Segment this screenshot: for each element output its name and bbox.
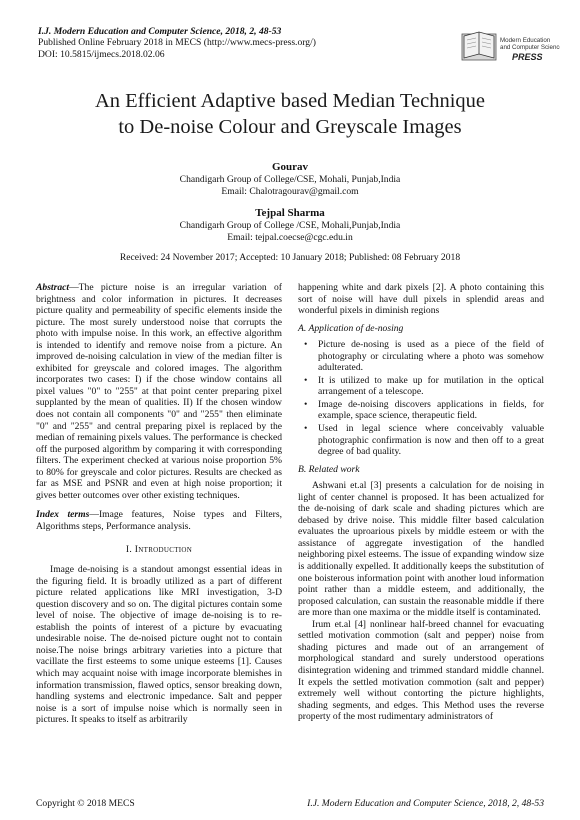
related-work-paragraph-1: Ashwani et.al [3] presents a calculation for de noising in light of center channel is proposed. It has been actualized for the de-noising of dark scale and shading pictures which are debased by drive noise. This middle filter based calculation evaluates the uproarious pixels by middle esteem or with the assistance of aggregate investigation of the handled neighboring pixel esteems. The issue of expanding window size is additionally expelled. It additionally keeps the substitution of one boisterous information point with another loud information point rather than a middle esteem, and additionally, the proposed calculation, can sustain the reasonable middle if there are more than one maxima or the middle itself is contaminated.	[298, 480, 544, 619]
author-name: Gourav	[271, 161, 309, 173]
subsection-heading-related-work: B. Related work	[298, 463, 360, 475]
author-name: Tejpal Sharma	[255, 207, 325, 219]
published-line: Published Online February 2018 in MECS (http://www.mecs-press.org/)	[38, 37, 316, 49]
index-terms-text: —Image features, Noise types and Filters, Algorithms steps, Performance analysis.	[36, 509, 282, 532]
continuation-paragraph: happening white and dark pixels [2]. A photo containing this sort of noise will have dull pixels in splendid areas and wonderful pixels in diminish regions	[298, 282, 544, 317]
list-item: • Used in legal science where conceivably valuable photographic confirmation is now and then off to a great degree of bad quality.	[318, 423, 544, 458]
author-affiliation: Chandigarh Group of College /CSE, Mohali,Punjab,India	[179, 220, 401, 231]
section-heading-introduction: I. Introduction	[125, 544, 193, 556]
subsection-heading-application: A. Application of de-nosing	[298, 322, 404, 334]
book-logo-icon	[460, 20, 560, 78]
author-email: Email: Chalotragourav@gmail.com	[221, 185, 359, 197]
mecs-logo	[460, 20, 560, 78]
logo-line2: and Computer Science	[500, 44, 560, 51]
abstract	[36, 282, 282, 501]
journal-footer: I.J. Modern Education and Computer Science, 2018, 2, 48-53	[307, 798, 544, 809]
paper-title	[30, 88, 550, 140]
index-terms-label: Index terms	[36, 509, 90, 521]
author-email: Email: tejpal.coecse@cgc.edu.in	[227, 231, 353, 243]
abstract-label: Abstract	[36, 282, 70, 293]
right-column	[298, 282, 544, 723]
abstract-text: —The picture noise is an irregular variation of brightness and color information in pictures. It decreases picture quality and permeability of specific elements inside the picture. The most surely understood noise that corrupts the photo with impulse noise. In this work, an effective algorithm is intended to identify and remove noise from a picture. An improved de-noising calculation in view of the median filter is exhibited for greyscale and colored images. The algorithm incorporates two cases: I) if the chose window contains all pixel values "0" to "255" at that point center preparing pixel supplanted by the mean of qualities. II) If the chosen window does not contain all components "0" and "255" then eliminate "0" and "255" and central preparing pixel is replaced by the median of remaining pixels values. The performance is checked off the purposed algorithm by comparing it with corresponding filters. The experiment checked at various noise proportion 5% to 80% for greyscale and color pictures. Results are checked as far as MSE and PSNR and even at high noise proportion; it gives better outcomes over other existing techniques.	[36, 282, 282, 501]
logo-line1: Modern Education	[500, 37, 551, 44]
journal-line: I.J. Modern Education and Computer Science, 2018, 2, 48-53	[38, 26, 282, 37]
index-terms	[36, 509, 282, 532]
list-item: • Image de-noising discovers applications in fields, for example, space science, therapeutic field.	[318, 399, 544, 422]
list-item: • It is utilized to make up for mutilation in the optical arrangement of a telescope.	[318, 375, 544, 398]
related-work-paragraph-2: Irum et.al [4] nonlinear half-breed channel for evacuating settled motivation commotion (salt and pepper) noise from shading pictures and made out of an arrangement of morphological standard and surely understood operations disintegration widening and trimmed standard middle channel. It expels the settled motivation commotion (salt and pepper) extremely well without contorting the picture highlights, shading segments, and edges. This Method uses the reverse property of the most rudimentary administrators of	[298, 618, 544, 723]
author-2	[60, 206, 520, 243]
intro-paragraph: Image de-noising is a standout amongst essential ideas in the figuring field. It is broadly utilized as a part of different picture related applications like MRI investigation, 3-D question discovery and so on. The digital pictures contain some level of noise. The objective of image de-noising is to re-establish the points of interest of a picture by evacuating undesirable noise. The de-noised picture ought not to contain noise.The noise brings arbitrary varieties into a picture that vacillate the first esteems to some unique esteems [1]. Causes which may acquaint noise with image incorporate blemishes in information transmission, flawed optics, sensor breaking down, handling systems and electronic impedance. Salt and pepper noise is a sort of impulse noise which is normally seen in pictures. It speaks to itself as arbitrarily	[36, 564, 282, 726]
doi-line: DOI: 10.5815/ijmecs.2018.02.06	[38, 48, 165, 60]
logo-press: PRESS	[512, 52, 543, 62]
title-line2: to De-noise Colour and Greyscale Images	[118, 116, 462, 138]
title-line1: An Efficient Adaptive based Median Technique	[94, 90, 486, 112]
copyright-footer: Copyright © 2018 MECS	[36, 798, 135, 809]
journal-header	[38, 26, 458, 60]
application-list	[298, 339, 544, 457]
list-item: • Picture de-nosing is used as a piece of the field of photography or circulating where a photo was somehow adulterated.	[318, 339, 544, 374]
left-column	[36, 282, 282, 726]
author-affiliation: Chandigarh Group of College/CSE, Mohali, Punjab,India	[179, 174, 401, 185]
author-1	[60, 160, 520, 197]
received-dates: Received: 24 November 2017; Accepted: 10 January 2018; Published: 08 February 2018	[119, 252, 461, 263]
